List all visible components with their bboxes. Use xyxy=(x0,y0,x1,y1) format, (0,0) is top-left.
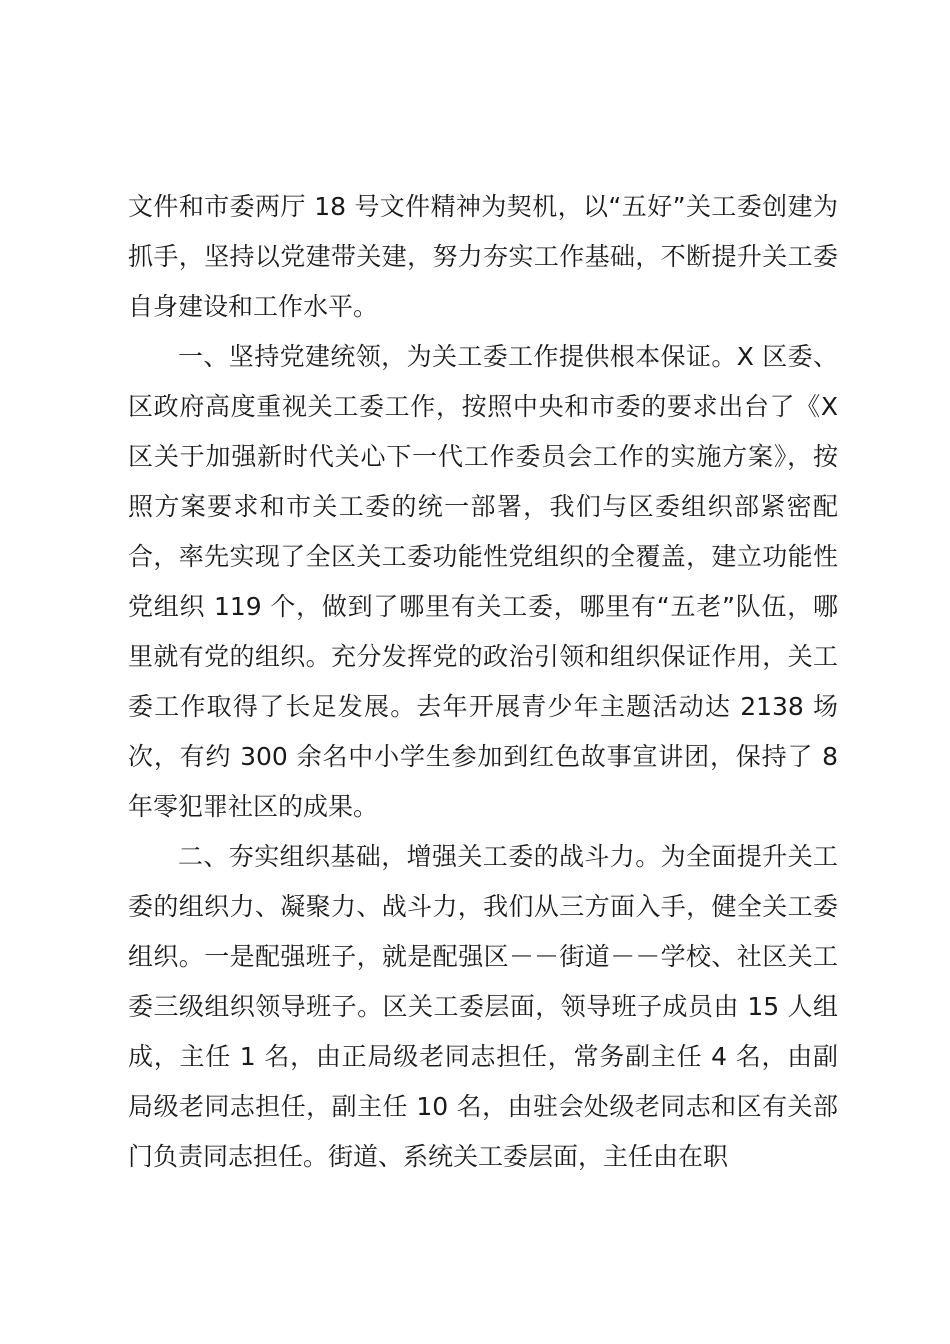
paragraph-intro-continuation: 文件和市委两厅 18 号文件精神为契机，以“五好”关工委创建为抓手，坚持以党建带关建，努力夯实工作基础，不断提升关工委自身建设和工作水平。 xyxy=(128,192,838,321)
paragraph-section-two: 二、夯实组织基础，增强关工委的战斗力。为全面提升关工委的组织力、凝聚力、战斗力，我们从三方面入手，健全关工委组织。一是配强班子，就是配强区－－街道－－学校、社区关工委三级组织领导班子。区关工委层面，领导班子成员由 15 人组成，主任 1 名，由正局级老同志担任，常务副主任 4 名，由副局级老同志担任，副主任 10 名，由驻会处级老同志和区有关部门负责同志担任。街道、系统关工委层面，主任由在职 xyxy=(128,842,838,1171)
paragraph-section-one: 一、坚持党建统领，为关工委工作提供根本保证。X 区委、区政府高度重视关工委工作，按照中央和市委的要求出台了《X 区关于加强新时代关心下一代工作委员会工作的实施方案》，按照方案要求和市关工委的统一部署，我们与区委组织部紧密配合，率先实现了全区关工委功能性党组织的全覆盖，建立功能性党组织 119 个，做到了哪里有关工委，哪里有“五老”队伍，哪里就有党的组织。充分发挥党的政治引领和组织保证作用，关工委工作取得了长足发展。去年开展青少年主题活动达 2138 场次，有约 300 余名中小学生参加到红色故事宣讲团，保持了 8 年零犯罪社区的成果。 xyxy=(128,342,838,821)
document-body xyxy=(128,182,838,1182)
